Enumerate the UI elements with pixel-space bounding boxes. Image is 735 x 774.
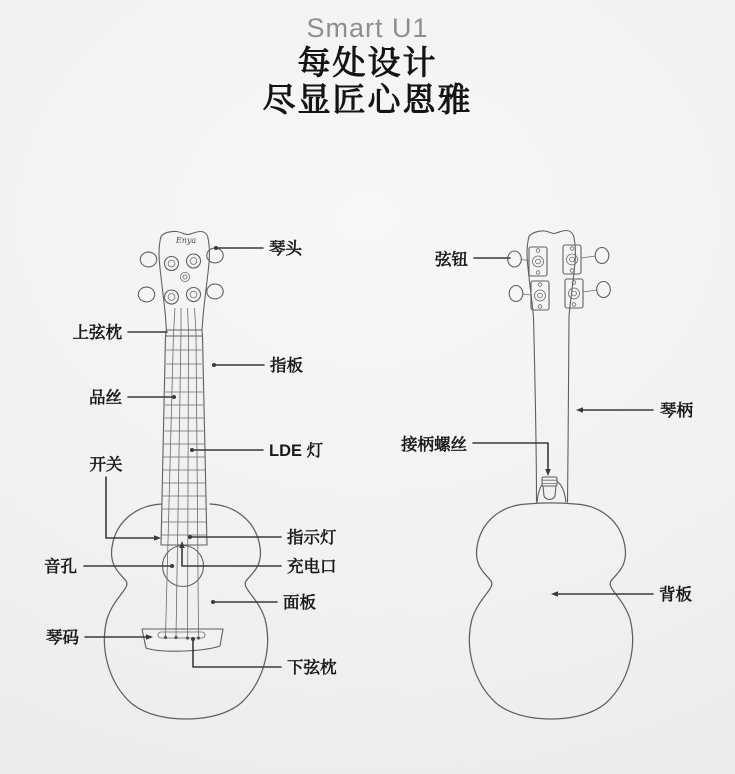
label-neck: 琴柄 (660, 402, 693, 420)
label-neck-screw: 接柄螺丝 (401, 436, 467, 454)
brand-logo-text: Enya (175, 236, 197, 245)
product-name: Smart U1 (306, 13, 429, 43)
label-nut: 上弦枕 (72, 324, 122, 342)
label-saddle: 下弦枕 (287, 659, 337, 677)
label-indicator-light: 指示灯 (287, 529, 337, 547)
label-back-panel: 背板 (659, 586, 692, 604)
label-charging-port: 充电口 (287, 558, 337, 576)
label-tuning-pegs: 弦钮 (435, 251, 468, 269)
label-fingerboard: 指板 (270, 357, 303, 375)
page-title-line2: 尽显匠心恩雅 (262, 81, 473, 118)
label-top-panel: 面板 (283, 594, 316, 612)
back-part-labels (400, 249, 694, 604)
label-headstock: 琴头 (269, 240, 302, 258)
label-led-light: LDE 灯 (269, 442, 324, 460)
label-sound-hole: 音孔 (44, 558, 77, 576)
label-switch: 开关 (89, 456, 123, 474)
page-title-line1: 每处设计 (297, 44, 438, 81)
ukulele-back-illustration (469, 231, 632, 720)
ukulele-front-illustration (104, 231, 267, 719)
label-bridge: 琴码 (46, 629, 79, 647)
back-callout-lines (473, 258, 653, 597)
label-frets: 品丝 (89, 389, 122, 407)
